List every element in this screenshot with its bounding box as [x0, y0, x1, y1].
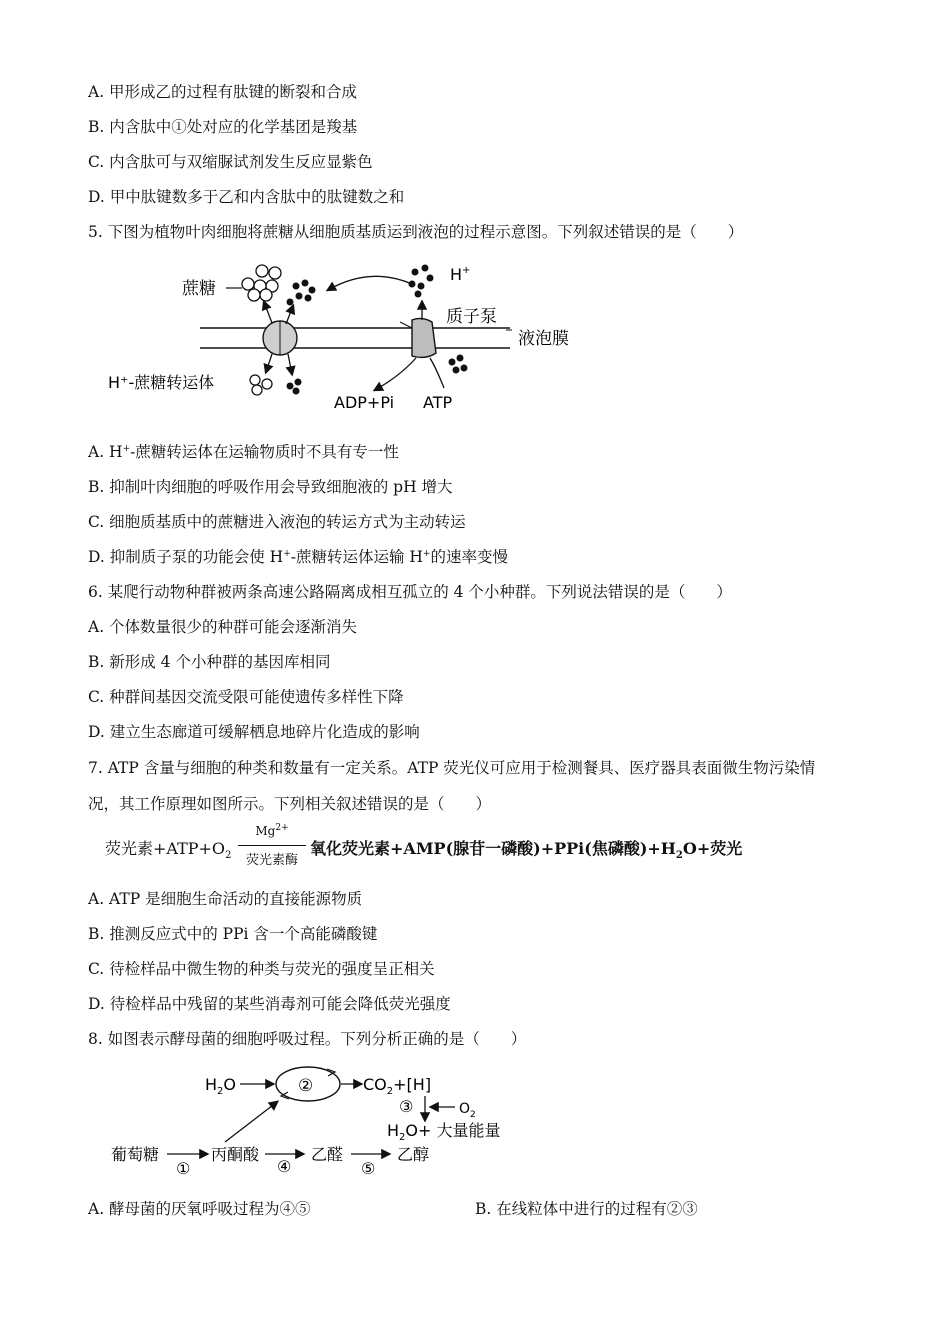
h-ion-cluster-2-icon: [409, 265, 434, 298]
atp-label: ATP: [423, 393, 453, 412]
q5-diagram: [100, 258, 600, 418]
adp-pi-label: ADP+Pi: [334, 393, 395, 412]
q4-option-d: D. 甲中肽键数多于乙和内含肽中的肽键数之和: [88, 188, 405, 206]
q4-option-c: C. 内含肽可与双缩脲试剂发生反应显紫色: [88, 153, 373, 171]
q8-option-b: B. 在线粒体中进行的过程有②③: [475, 1200, 698, 1218]
acetaldehyde-label: 乙醛: [311, 1145, 344, 1164]
q7-option-b: B. 推测反应式中的 PPi 含一个高能磷酸键: [88, 925, 378, 943]
q8-option-a: A. 酵母菌的厌氧呼吸过程为④⑤: [88, 1200, 311, 1218]
sucrose-bottom-icon: [250, 375, 272, 395]
proton-pump-label: 质子泵: [446, 307, 497, 327]
eq-arrow: [238, 845, 306, 846]
eq-reactants: 荧光素$+ATP+O_2$: [105, 839, 232, 862]
h-ion-cluster-3-icon: [449, 355, 468, 374]
q7-reaction-equation: [105, 823, 785, 872]
h-plus-label: H+: [450, 265, 471, 284]
o2-label: $O_2$: [459, 1101, 476, 1120]
q4-option-a: A. 甲形成乙的过程有肽键的断裂和合成: [88, 83, 358, 101]
proton-pump-icon: [412, 318, 436, 357]
q5-option-a: A. H+-蔗糖转运体在运输物质时不具有专一性: [88, 443, 399, 461]
q6-option-b: B. 新形成 4 个小种群的基因库相同: [88, 653, 331, 671]
h-ion-cluster-1-icon: [287, 280, 316, 306]
transporter-label: H⁺-蔗糖转运体: [108, 373, 215, 392]
q7-stem-line1: 7. ATP 含量与细胞的种类和数量有一定关系。ATP 荧光仪可应用于检测餐具、医疗器具表面微生物污染情: [88, 759, 816, 777]
water-energy-label: $H_2O+$ 大量能量: [387, 1121, 501, 1143]
q6-option-a: A. 个体数量很少的种群可能会逐渐消失: [88, 618, 358, 636]
q7-option-a: A. ATP 是细胞生命活动的直接能源物质: [88, 890, 363, 908]
step-2-label: ②: [298, 1076, 314, 1096]
h2o-label: $H_2O$: [205, 1075, 236, 1097]
membrane-label: 液泡膜: [518, 329, 569, 349]
q6-option-c: C. 种群间基因交流受限可能使遗传多样性下降: [88, 688, 404, 706]
q6-stem: 6. 某爬行动物种群被两条高速公路隔离成相互孤立的 4 个小种群。下列说法错误的是（ ）: [88, 583, 732, 601]
sucrose-label: 蔗糖: [182, 279, 216, 299]
co2-label: $CO_2+[H]$: [363, 1075, 432, 1097]
eq-enzyme: 荧光素酶: [245, 853, 298, 868]
q5-option-c: C. 细胞质基质中的蔗糖进入液泡的转运方式为主动转运: [88, 513, 466, 531]
q6-option-d: D. 建立生态廊道可缓解栖息地碎片化造成的影响: [88, 723, 420, 741]
q5-option-d: D. 抑制质子泵的功能会使 H+-蔗糖转运体运输 H+的速率变慢: [88, 548, 508, 566]
eq-products: 氧化荧光素+AMP(腺苷一磷酸)+PPi(焦磷酸)$+H_2O+$荧光: [310, 839, 743, 862]
q7-option-c: C. 待检样品中微生物的种类与荧光的强度呈正相关: [88, 960, 435, 978]
step-3-label: ③: [399, 1097, 414, 1116]
q8-diagram: [105, 1062, 535, 1178]
q4-option-b: B. 内含肽中①处对应的化学基团是羧基: [88, 118, 358, 136]
sucrose-molecules-icon: [242, 265, 281, 301]
q5-option-b: B. 抑制叶肉细胞的呼吸作用会导致细胞液的 pH 增大: [88, 478, 453, 496]
glucose-label: 葡萄糖: [111, 1145, 160, 1164]
eq-catalyst: $Mg^{2+}$: [255, 823, 289, 838]
q7-option-d: D. 待检样品中残留的某些消毒剂可能会降低荧光强度: [88, 995, 451, 1013]
step-1-label: ①: [176, 1159, 191, 1178]
step-5-label: ⑤: [361, 1159, 376, 1178]
ethanol-label: 乙醇: [397, 1145, 430, 1164]
step-4-label: ④: [277, 1157, 292, 1176]
q5-stem: 5. 下图为植物叶肉细胞将蔗糖从细胞质基质运到液泡的过程示意图。下列叙述错误的是（ ）: [88, 223, 744, 241]
q7-stem-line2: 况，其工作原理如图所示。下列相关叙述错误的是（ ）: [88, 795, 492, 813]
pyruvate-label: 丙酮酸: [211, 1145, 260, 1164]
h-ion-cluster-4-icon: [287, 379, 302, 395]
q8-stem: 8. 如图表示酵母菌的细胞呼吸过程。下列分析正确的是（ ）: [88, 1030, 527, 1048]
